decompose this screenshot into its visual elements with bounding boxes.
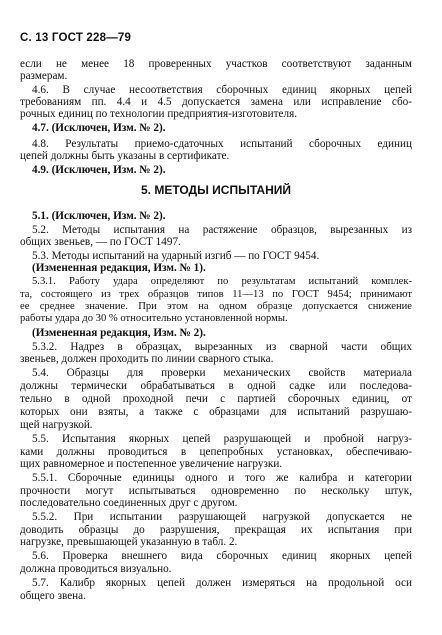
text-line: ее среднее значение. При этом на одном образце допускается снижение [20,301,412,312]
text-line: 5.1. (Исключен, Изм. № 2). [32,210,166,222]
text-line: размерам. [20,70,68,82]
text-line: 5.5. Испытания якорных цепей разрушающей и пробной нагруз- [32,433,412,445]
text-line: (Измененная редакция, Изм. № 1). [32,262,206,274]
text-line: доводить образцы до разрушения, прекращая их испытания при [20,524,412,536]
text-line: которых они взяты, а также с образцами для испытаний разрушаю- [20,406,412,418]
text-line: щих равномерное и постепенное увеличение нагрузки. [20,458,283,470]
text-line: та, состоящего из трех образцов типов 11—13 по ГОСТ 9454; принимают [20,289,412,300]
page-header: С. 13 ГОСТ 228—79 [20,32,132,44]
text-line: тельно в одной проходной печи с партией сборочных единиц, от [20,393,412,405]
text-line: должны термически обрабатываться в одной садке или последова- [20,380,412,392]
text-line: щей нагрузкой. [20,419,93,431]
text-line: работы удара до 30 % относительно установленной нормы. [20,313,288,324]
text-line: 5.2. Методы испытания на растяжение образцов, вырезанных из [32,224,412,236]
text-line: требованиям пп. 4.4 и 4.5 допускается замена или исправление сбо- [20,96,412,108]
text-line: 4.9. (Исключен, Изм. № 2). [32,164,166,176]
text-line: 4.8. Результаты приемо-сдаточных испытаний сборочных единиц [32,138,412,150]
text-line: цепей должны быть указаны в сертификате. [20,150,230,162]
text-line: 5.5.1. Сборочные единицы одного и того же калибра и категории [32,472,412,484]
text-line: 5.3.2. Надрез в образцах, вырезанных из сварной части общих [32,341,412,353]
text-line: 5.6. Проверка внешнего вида сборочных единиц якорных цепей [32,550,412,562]
text-line: 5.4. Образцы для проверки механических свойств материала [32,367,412,379]
text-line: нагрузке, превышающей указанную в табл. 2. [20,536,238,548]
section-heading: 5. МЕТОДЫ ИСПЫТАНИЙ [141,183,291,197]
text-line: рочных единиц по технологии предприятия-изготовителя. [20,108,298,120]
text-line: если не менее 18 проверенных участков соответствуют заданным [20,58,412,70]
text-line: 4.7. (Исключен, Изм. № 2). [32,122,166,134]
text-line: (Измененная редакция, Изм. № 2). [32,327,206,339]
text-line: прочности могут испытываться одновременно по нескольку штук, [20,485,412,497]
text-line: 4.6. В случае несоответствия сборочных единиц якорных цепей [32,84,412,96]
text-line: 5.3. Методы испытаний на ударный изгиб — по ГОСТ 9454. [32,250,320,262]
text-line: общих звеньев, — по ГОСТ 1497. [20,236,181,248]
text-line: 5.5.2. При испытании разрушающей нагрузкой допускается не [32,511,412,523]
text-line: звеньев, должен проходить по линии сварного стыка. [20,353,274,365]
text-line: 5.7. Калибр якорных цепей должен измеряться на продольной оси [32,577,412,589]
text-line: общего звена. [20,590,86,602]
text-line: ками должны проводиться в цепепробных установках, обеспечиваю- [20,446,412,458]
text-line: должна проводиться визуально. [20,563,172,575]
text-line: последовательно соединенных друг с другом. [20,497,238,509]
text-line: 5.3.1. Работу удара определяют по результатам испытаний комплек- [32,276,412,287]
